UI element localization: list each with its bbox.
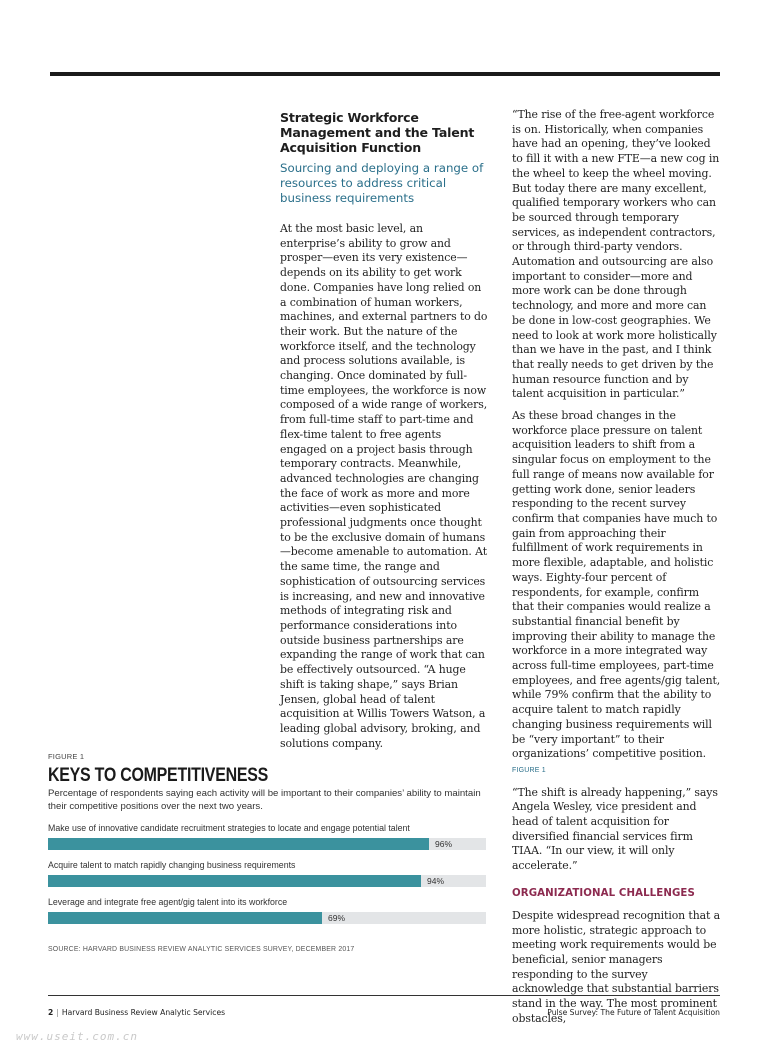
- bar-value-label: 96%: [435, 839, 453, 849]
- bar: [48, 838, 429, 850]
- quote-paragraph: “The shift is already happening,” says Angela Wesley, vice president and head of talent acquisition for diversified financial services firm TIAA. “In our view, it will only accelerate.”: [512, 785, 718, 873]
- bar: [48, 912, 322, 924]
- bar-track: [48, 912, 486, 924]
- bar-chart: [48, 823, 488, 924]
- bar-track: [48, 875, 486, 887]
- figure-1: [48, 752, 488, 953]
- figure-source: SOURCE: HARVARD BUSINESS REVIEW ANALYTIC SERVICES SURVEY, DECEMBER 2017: [48, 944, 355, 953]
- right-column: [512, 108, 722, 1033]
- figure-title: KEYS TO COMPETITIVENESS: [48, 765, 269, 786]
- main-column: [280, 108, 488, 758]
- bar-group: [48, 860, 488, 887]
- figure-label: FIGURE 1: [48, 752, 85, 761]
- section-subtitle: Sourcing and deploying a range of resources to address critical business requirements: [280, 161, 484, 205]
- bar-category-label: Leverage and integrate free agent/gig talent into its workforce: [48, 897, 288, 907]
- body-paragraph: [512, 409, 722, 779]
- bar-category-label: Acquire talent to match rapidly changing business requirements: [48, 860, 296, 870]
- footer-left: [48, 1008, 225, 1017]
- subsection-heading: ORGANIZATIONAL CHALLENGES: [512, 887, 695, 899]
- quote-paragraph: “The rise of the free-agent workforce is on. Historically, when companies have had an opening, they’ve looked to fill it with a new FTE—a new cog in the wheel to keep the wheel moving. But today there are many excellent, qualified temporary workers who can be sourced through temporary services, as independent contractors, or through third-party vendors. Automation and outsourcing are also important to consider—more and more work can be done through technology, and more and more can be done in low-cost geographies. We need to look at work more holistically than we have in the past, and I think that really needs to get driven by the human resource function and by talent acquisition in particular.”: [512, 108, 720, 401]
- bar-value-label: 94%: [427, 876, 445, 886]
- bar-group: [48, 823, 488, 850]
- page-number: 2: [48, 1008, 54, 1017]
- footer-rule: [48, 995, 720, 996]
- bar-track: [48, 838, 486, 850]
- figure-reference-link[interactable]: FIGURE 1: [512, 766, 546, 774]
- figure-description: Percentage of respondents saying each activity will be important to their companies’ ability to maintain their competitive positions over the next two years.: [48, 788, 481, 812]
- bar-group: [48, 897, 488, 924]
- footer-separator: |: [56, 1008, 59, 1017]
- bar-category-label: Make use of innovative candidate recruitment strategies to locate and engage potential talent: [48, 823, 410, 833]
- report-title: Pulse Survey: The Future of Talent Acquisition: [547, 1008, 720, 1017]
- bar-value-label: 69%: [328, 913, 346, 923]
- top-rule: [50, 72, 720, 76]
- bar: [48, 875, 421, 887]
- publisher-name: Harvard Business Review Analytic Services: [61, 1008, 226, 1017]
- watermark: www.useit.com.cn: [16, 1030, 138, 1043]
- body-paragraph: At the most basic level, an enterprise’s ability to grow and prosper—even its very existence—depends on its ability to get work done. Companies have long relied on a combination of human workers, machines, and external partners to do their work. But the nature of the workforce itself, and the technology and process solutions available, is changing. Once dominated by full-time employees, the workforce is now composed of a wide range of workers, from full-time staff to part-time and flex-time talent to free agents engaged on a project basis through temporary contracts. Meanwhile, advanced technologies are changing the face of work as more and more activities—even sophisticated professional judgments once thought to be the exclusive domain of humans—become amenable to automation. At the same time, the range and sophistication of outsourcing services is increasing, and new and innovative methods of integrating risk and performance considerations into outside business partnerships are expanding the range of work that can be effectively outsourced. “A huge shift is taking shape,” says Brian Jensen, global head of talent acquisition at Willis Towers Watson, a leading global advisory, broking, and solutions company.: [280, 222, 488, 750]
- section-title: Strategic Workforce Management and the Talent Acquisition Function: [280, 110, 475, 155]
- paragraph-text: As these broad changes in the workforce place pressure on talent acquisition leaders to shift from a singular focus on employment to the full range of means now available for getting work done, senior leaders responding to the recent survey confirm that companies have much to gain from approaching their fulfillment of work requirements in more flexible, adaptable, and holistic ways. Eighty-four percent of respondents, for example, confirm that their companies would realize a substantial financial benefit by improving their ability to manage the workforce in a more integrated way across full-time employees, part-time employees, and free agents/gig talent, while 79% confirm that the ability to acquire talent to match rapidly changing business requirements will be “very important” to their organizations’ competitive position.: [512, 409, 721, 761]
- body-paragraph: Despite widespread recognition that a more holistic, strategic approach to meeting work requirements would be beneficial, senior managers responding to the survey acknowledge that substantial barriers stand in the way. The most prominent obstacles,: [512, 908, 721, 1025]
